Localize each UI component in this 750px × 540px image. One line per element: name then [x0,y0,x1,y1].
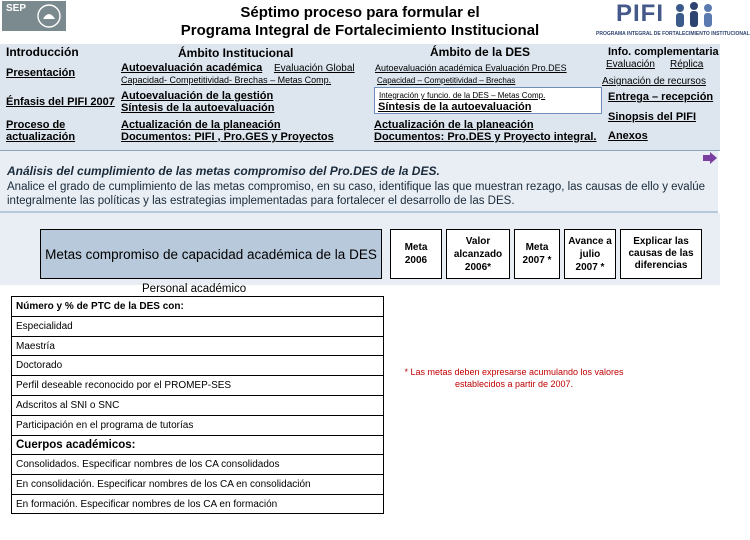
col-header-meta2006: Meta 2006 [404,242,428,266]
nav-link-sintesis-inst[interactable]: Síntesis de la autoevaluación [121,102,275,114]
nav-link-autoeval-des[interactable]: Autoevaluación académica Evaluación Pro.DES [375,63,567,73]
nav-link-capacidad-inst[interactable]: Capacidad- Competitividad- Brechas – Metas Comp. [121,75,332,85]
personal-label: Personal académico [142,283,247,295]
table-row: Número y % de PTC de la DES con: [12,297,383,317]
col-header-meta2006-cell [390,229,442,279]
table-row: Consolidados. Especificar nombres de los CA consolidados [12,455,383,475]
pifi-logo [594,0,750,46]
pifi-logo-text: PIFI [616,0,665,27]
nav-link-enfasis[interactable]: Énfasis del PIFI 2007 [6,96,115,108]
table-row: Adscritos al SNI o SNC [12,396,383,416]
nav-link-autoeval-inst[interactable]: Autoevaluación académica [121,62,263,74]
col-header-meta2007: Meta 2007 * [522,242,552,266]
col-header-explicar: Explicar las causas de las diferencias [628,236,694,271]
table-row: En formación. Especificar nombres de los CA en formación [16,499,278,510]
col-header-alcanzado: Valor alcanzado 2006* [453,235,503,273]
col-header-explicar-cell [620,229,702,279]
nav-link-actualizacion-inst[interactable]: Actualización de la planeación [121,119,281,131]
nav-link-sintesis-des[interactable]: Síntesis de la autoevaluación [378,101,532,113]
nav-link-gestion[interactable]: Autoevaluación de la gestión [121,90,274,102]
table-row: Perfil deseable reconocido por el PROMEP-SES [12,376,383,396]
arrow-right-icon[interactable] [702,151,718,165]
page-title-line2: Programa Integral de Fortalecimiento Institucional [180,22,540,39]
nav-link-evaluacion[interactable]: Evaluación [606,59,655,70]
nav-link-actualizacion-des[interactable]: Actualización de la planeación [374,119,534,131]
nav-institucional-heading: Ámbito Institucional [178,46,294,60]
table-row: Cuerpos académicos: [12,436,383,456]
sep-logo [2,1,66,31]
table-row: Doctorado [12,356,383,376]
pifi-caption: PROGRAMA INTEGRAL DE FORTALECIMIENTO INSTITUCIONAL [596,31,750,37]
nav-link-anexos[interactable]: Anexos [608,130,648,142]
nav-link-integracion[interactable]: Integración y funcio. de la DES – Metas Comp. [379,91,546,100]
nav-link-asignacion[interactable]: Asignación de recursos [602,76,706,87]
section-title: Análisis del cumplimiento de las metas compromiso del Pro.DES de la DES. [7,164,440,178]
data-table [11,296,384,514]
nav-link-sinopsis[interactable]: Sinopsis del PIFI [608,111,697,123]
table-row: Participación en el programa de tutorías [12,416,383,436]
table-row: Maestría [12,337,383,357]
table-footnote: * Las metas deben expresarse acumulando los valores establecidos a partir de 2007. [404,367,624,389]
nav-link-documentos-des[interactable]: Documentos: Pro.DES y Proyecto integral. [374,131,597,143]
nav-link-eval-global[interactable]: Evaluación Global [274,63,355,74]
nav-link-capacidad-des[interactable]: Capacidad – Competitividad – Brechas [377,76,516,85]
table-row: Especialidad [12,317,383,337]
nav-des-heading: Ámbito de la DES [430,45,531,59]
nav-intro-heading: Introducción [6,45,79,59]
page-title-line1: Séptimo proceso para formular el [240,4,480,21]
nav-info-heading: Info. complementaria [608,46,719,58]
table-main-header: Metas compromiso de capacidad académica de la DES [45,246,377,262]
pifi-figures-icon [672,2,716,32]
table-row: En consolidación. Especificar nombres de los CA en consolidación [12,475,383,495]
nav-link-replica[interactable]: Réplica [670,59,704,70]
col-header-avance-cell [564,229,616,279]
col-header-meta2007-cell [514,229,560,279]
nav-link-entrega[interactable]: Entrega – recepción [608,91,714,103]
table-main-header-cell [40,229,382,279]
sep-logo-text: SEP [6,3,27,14]
nav-link-proceso[interactable]: Proceso de actualización [6,119,76,143]
section-description: Analice el grado de cumplimiento de las metas compromiso, en su caso, identifique las que muestran rezago, las causas de ello y evalúe integralmente las políticas y las estrategias implementadas para fortalecer el desarrollo de las DES. [7,181,706,207]
nav-link-presentacion[interactable]: Presentación [6,67,76,79]
mexico-seal-icon [36,3,62,29]
col-header-alcanzado-cell [446,229,510,279]
col-header-avance: Avance a julio 2007 * [568,235,612,273]
nav-link-documentos-inst[interactable]: Documentos: PIFI , Pro.GES y Proyectos [121,131,334,143]
